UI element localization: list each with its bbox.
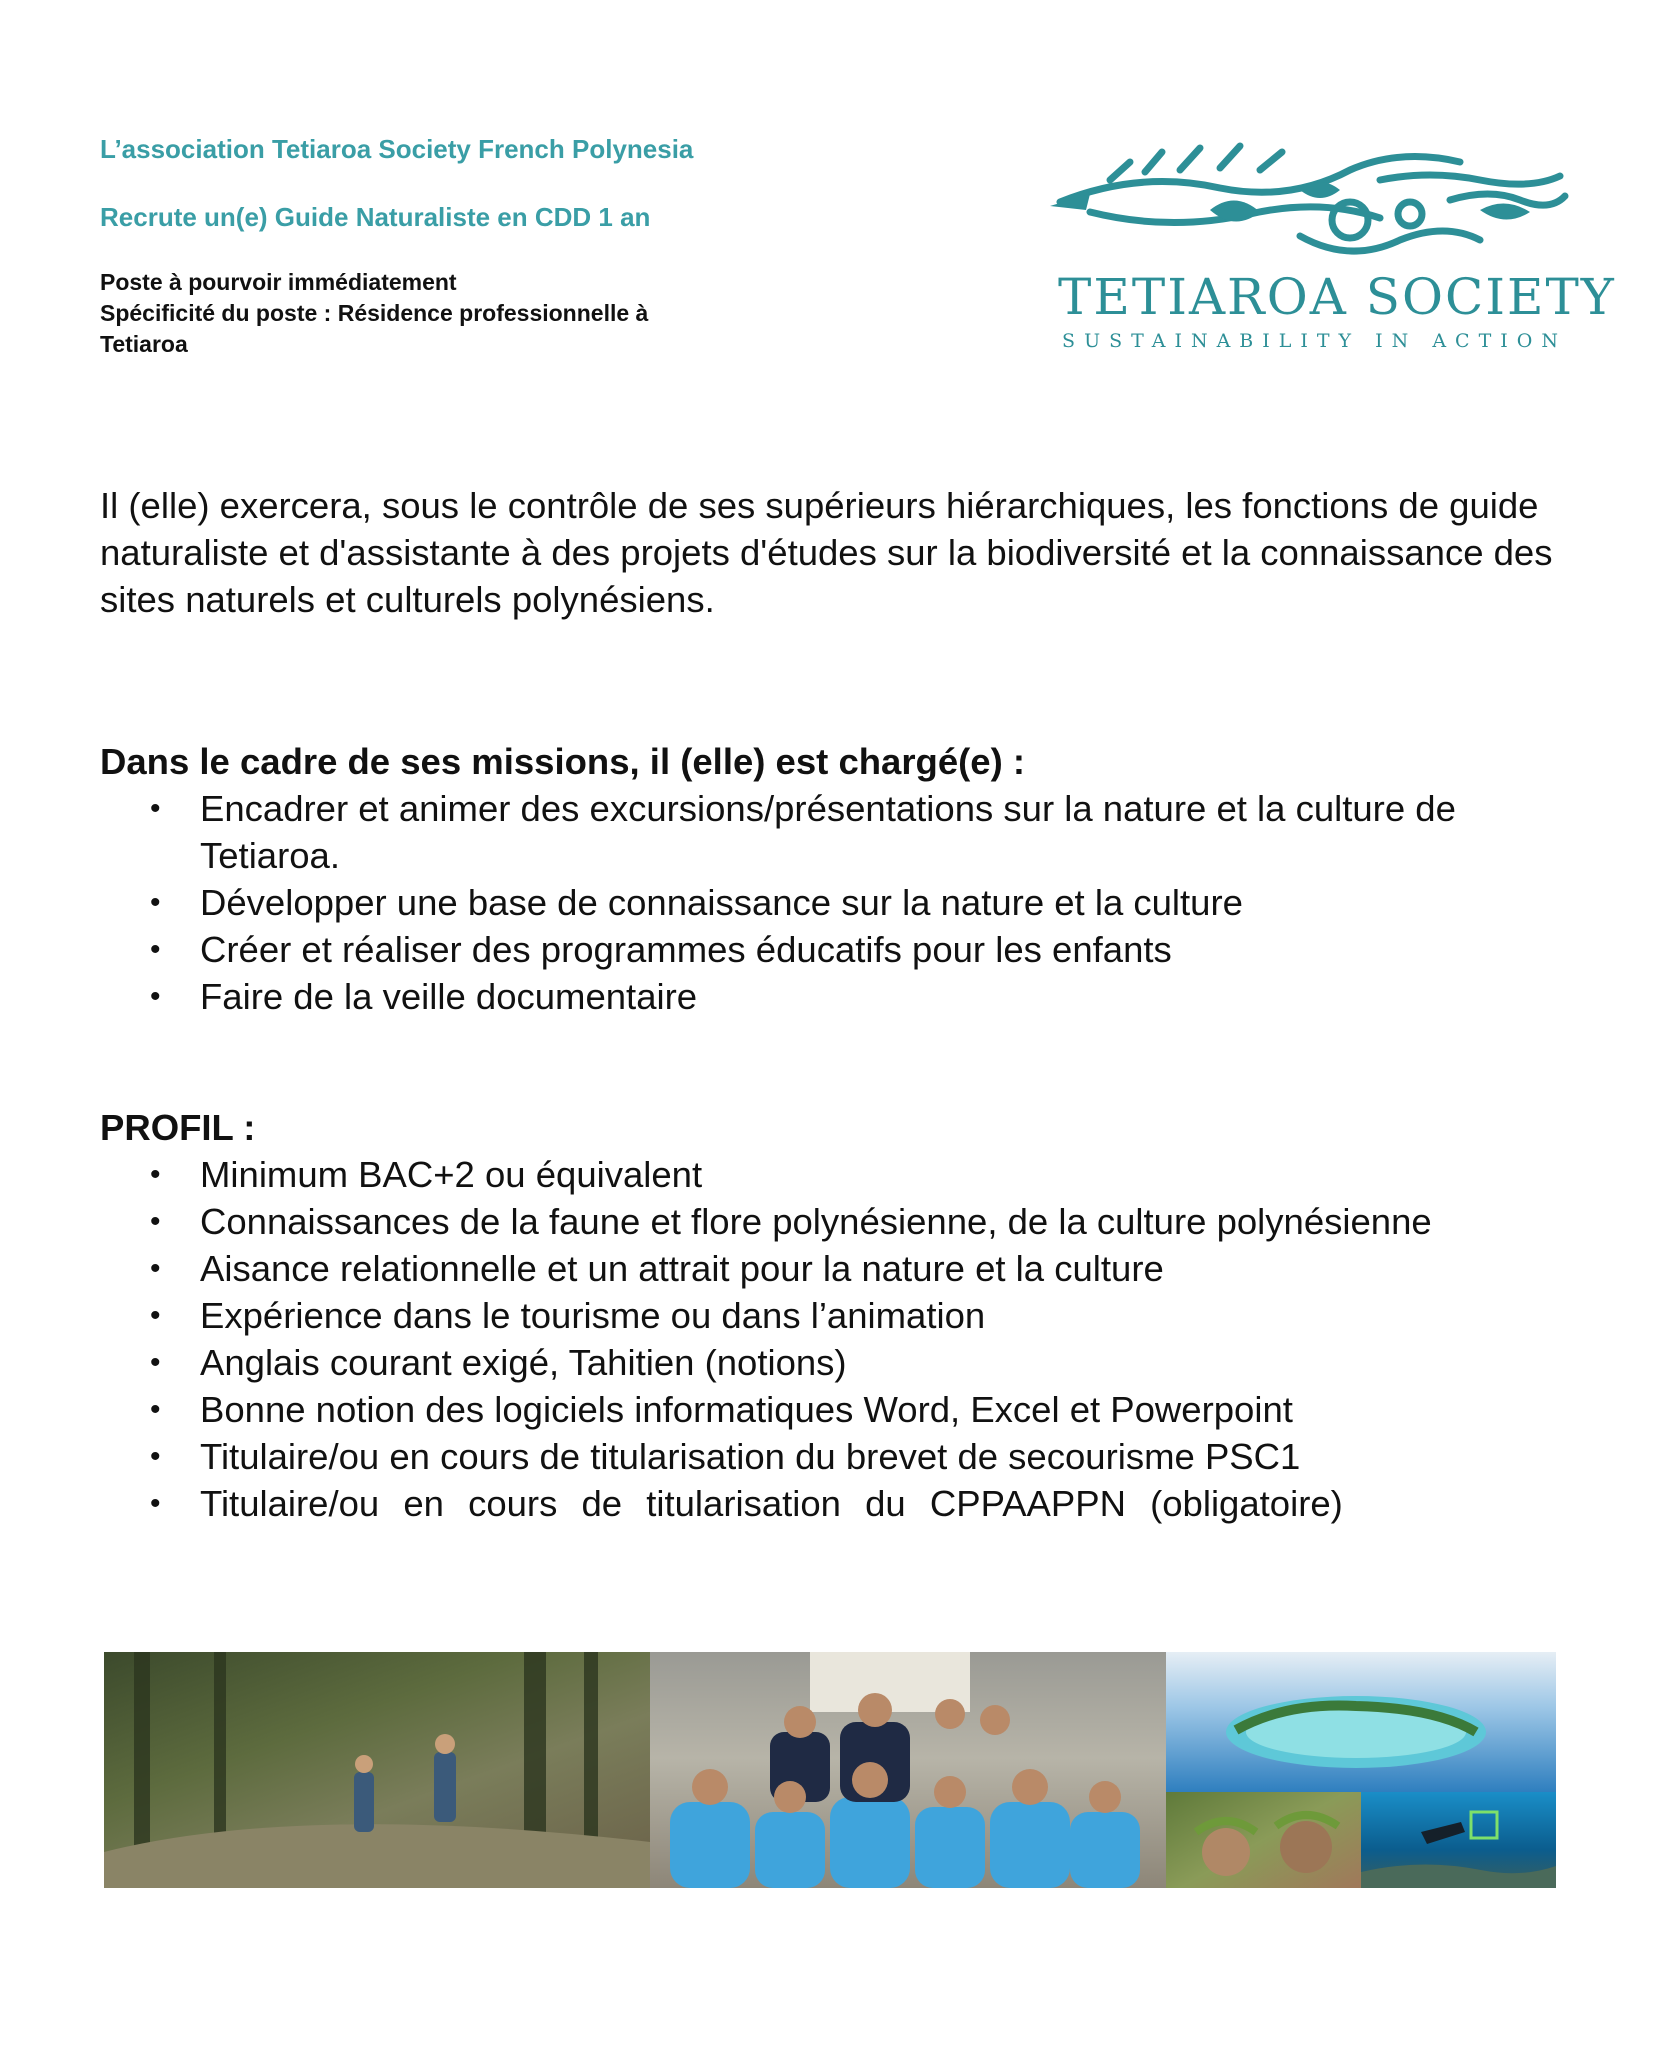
logo-name: TETIAROA SOCIETY <box>1058 268 1616 326</box>
list-item: • Créer et réaliser des programmes éducatifs pour les enfants <box>100 926 1580 973</box>
tetiaroa-society-logo <box>1050 140 1616 360</box>
list-item: • Faire de la veille documentaire <box>100 973 1580 1020</box>
bullet-icon: • <box>150 1346 161 1379</box>
bullet-icon: • <box>150 933 161 966</box>
specificity-line-1: Spécificité du poste : Résidence professionnelle à <box>100 300 649 326</box>
profil-heading: PROFIL : <box>100 1107 256 1148</box>
header-block <box>100 133 820 360</box>
atoll-aerial-photo <box>1166 1652 1556 1792</box>
immediate-availability: Poste à pourvoir immédiatement <box>100 269 457 295</box>
list-item: • Anglais courant exigé, Tahitien (notions) <box>100 1339 1580 1386</box>
photo-strip <box>104 1652 1556 1888</box>
bullet-icon: • <box>150 792 161 825</box>
list-item: • Minimum BAC+2 ou équivalent <box>100 1151 1580 1198</box>
intro-paragraph: Il (elle) exercera, sous le contrôle de ses supérieurs hiérarchiques, les fonctions de guide naturaliste et d'assistante à des projets d'études sur la biodiversité et la connaissance des sites naturels et culturels polynésiens. <box>100 485 1553 620</box>
specificity-line-2: Tetiaroa <box>100 331 188 357</box>
list-item: • Expérience dans le tourisme ou dans l’animation <box>100 1292 1580 1339</box>
list-item: • Titulaire/ou en cours de titularisation du brevet de secourisme PSC1 <box>100 1433 1580 1480</box>
logo-tagline: SUSTAINABILITY IN ACTION <box>1062 330 1567 352</box>
missions-list <box>100 785 1580 1020</box>
bullet-icon: • <box>150 1299 161 1332</box>
list-item: • Développer une base de connaissance sur la nature et la culture <box>100 879 1580 926</box>
bullet-icon: • <box>150 1487 161 1520</box>
missions-heading: Dans le cadre de ses missions, il (elle) est chargé(e) : <box>100 741 1026 782</box>
bullet-icon: • <box>150 1158 161 1191</box>
organization-line: L’association Tetiaroa Society French Polynesia <box>100 134 694 164</box>
scuba-diver-photo <box>1361 1792 1556 1888</box>
team-photo <box>650 1652 1166 1888</box>
culture-portrait-photo <box>1166 1792 1361 1888</box>
manta-ray-emblem-icon <box>1050 140 1570 270</box>
list-item: • Connaissances de la faune et flore polynésienne, de la culture polynésienne <box>100 1198 1580 1245</box>
bullet-icon: • <box>150 1205 161 1238</box>
recruitment-title: Recrute un(e) Guide Naturaliste en CDD 1 an <box>100 202 651 232</box>
missions-section <box>100 738 1580 1020</box>
bullet-icon: • <box>150 886 161 919</box>
bullet-icon: • <box>150 1440 161 1473</box>
forest-hike-photo <box>104 1652 650 1888</box>
bullet-icon: • <box>150 1252 161 1285</box>
bullet-icon: • <box>150 980 161 1013</box>
list-item: • Aisance relationnelle et un attrait pour la nature et la culture <box>100 1245 1580 1292</box>
post-info <box>100 267 820 360</box>
profil-list <box>100 1151 1580 1527</box>
list-item: • Bonne notion des logiciels informatiques Word, Excel et Powerpoint <box>100 1386 1580 1433</box>
profil-section <box>100 1104 1580 1527</box>
list-item: • Titulaire/ou en cours de titularisation du CPPAAPPN (obligatoire) <box>100 1480 1580 1527</box>
bullet-icon: • <box>150 1393 161 1426</box>
list-item: • Encadrer et animer des excursions/présentations sur la nature et la culture de Tetiaroa. <box>100 785 1580 879</box>
